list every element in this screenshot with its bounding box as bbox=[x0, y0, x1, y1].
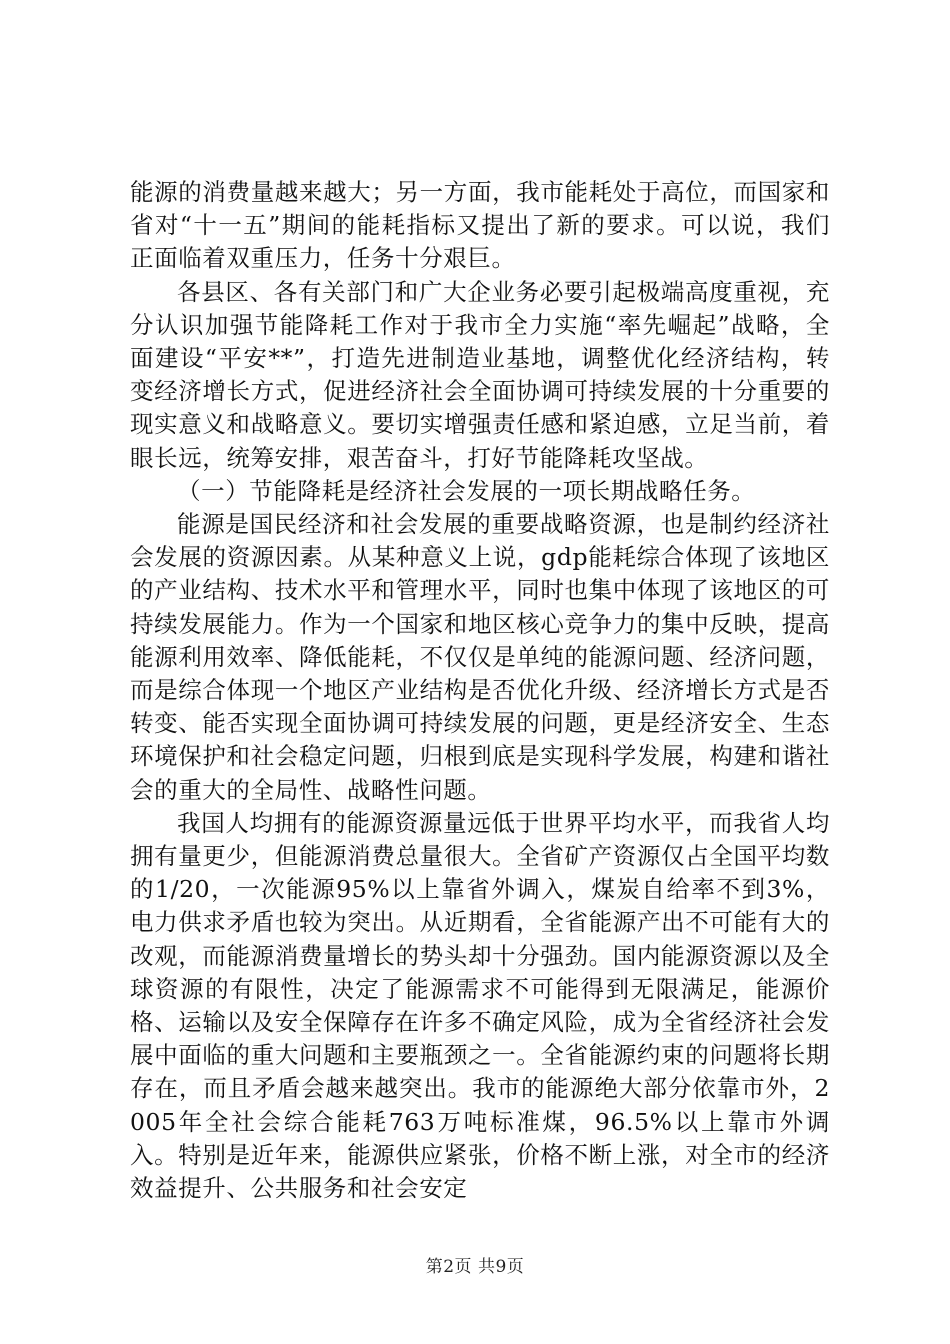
document-body bbox=[130, 176, 830, 1205]
paragraph-continued: 能源的消费量越来越大；另一方面，我市能耗处于高位，而国家和省对“十一五”期间的能耗指标又提出了新的要求。可以说，我们正面临着双重压力，任务十分艰巨。 bbox=[130, 178, 830, 273]
section-heading: （一）节能降耗是经济社会发展的一项长期战略任务。 bbox=[177, 476, 756, 505]
page-number-footer: 第2页 共9页 bbox=[425, 1257, 525, 1277]
paragraph: 我国人均拥有的能源资源量远低于世界平均水平，而我省人均拥有量更少，但能源消费总量很大。全省矿产资源仅占全国平均数的1/20，一次能源95%以上靠省外调入，煤炭自给率不到3%，电力供求矛盾也较为突出。从近期看，全省能源产出不可能有大的改观，而能源消费量增长的势头却十分强劲。国内能源资源以及全球资源的有限性，决定了能源需求不可能得到无限满足，能源价格、运输以及安全保障存在许多不确定风险，成为全省经济社会发展中面临的重大问题和主要瓶颈之一。全省能源约束的问题将长期存在，而且矛盾会越来越突出。我市的能源绝大部分依靠市外，2005年全社会综合能耗763万吨标准煤，96.5%以上靠市外调入。特别是近年来，能源供应紧张，价格不断上涨，对全市的经济效益提升、公共服务和社会安定 bbox=[130, 808, 830, 1203]
paragraph: 能源是国民经济和社会发展的重要战略资源，也是制约经济社会发展的资源因素。从某种意义上说，gdp能耗综合体现了该地区的产业结构、技术水平和管理水平，同时也集中体现了该地区的可持续发展能力。作为一个国家和地区核心竞争力的集中反映，提高能源利用效率、降低能耗，不仅仅是单纯的能源问题、经济问题，而是综合体现一个地区产业结构是否优化升级、经济增长方式是否转变、能否实现全面协调可持续发展的问题，更是经济安全、生态环境保护和社会稳定问题，归根到底是实现科学发展，构建和谐社会的重大的全局性、战略性问题。 bbox=[130, 510, 830, 804]
paragraph: 各县区、各有关部门和广大企业务必要引起极端高度重视，充分认识加强节能降耗工作对于我市全力实施“率先崛起”战略，全面建设“平安**”，打造先进制造业基地，调整优化经济结构，转变经济增长方式，促进经济社会全面协调可持续发展的十分重要的现实意义和战略意义。要切实增强责任感和紧迫感，立足当前，着眼长远，统筹安排，艰苦奋斗，打好节能降耗攻坚战。 bbox=[130, 277, 830, 472]
